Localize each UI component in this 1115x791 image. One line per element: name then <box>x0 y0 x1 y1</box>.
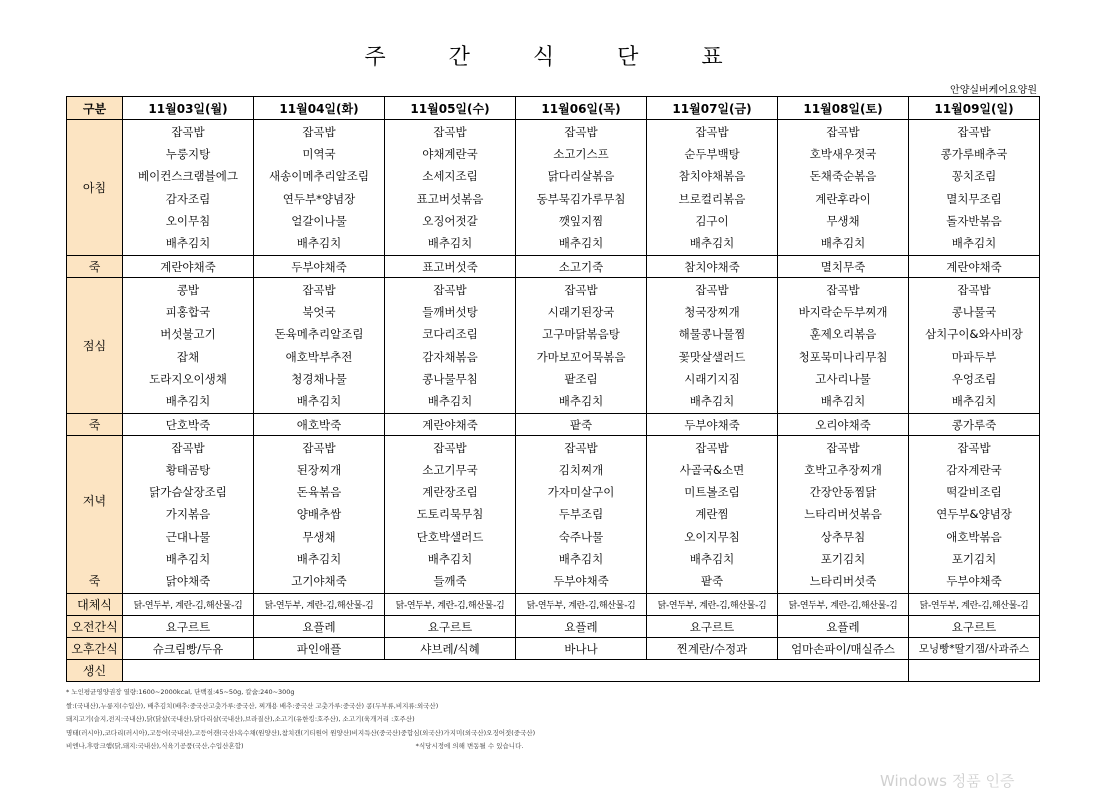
birthday-label: 생신 <box>67 660 123 682</box>
lunch-item: 잡곡밥 <box>826 282 860 297</box>
note-line: 명태(러시아),코다리(러시아),고등어(국내산),고등어캔(국산)옥수채(원양산),참치캔(기티원어 원양산)비지득산(중국산)중합심(외국산)가지미(외국산)오징어젓(중국산) <box>66 728 536 737</box>
breakfast-juk-cell: 소고기죽 <box>516 256 647 278</box>
breakfast-item: 배추김치 <box>427 235 473 250</box>
dinner-cell <box>778 436 909 594</box>
dinner-item: 잡곡밥 <box>433 440 467 455</box>
lunch-item: 도라지오이생채 <box>149 371 227 386</box>
pm-snack-label: 오후간식 <box>67 638 123 660</box>
pm-snack-cell: 슈크림빵/두유 <box>123 638 254 660</box>
am-snack-cell: 요구르트 <box>647 616 778 638</box>
breakfast-juk-row <box>67 256 1040 278</box>
lunch-cell <box>385 278 516 414</box>
lunch-juk-cell: 애호박죽 <box>254 414 385 436</box>
header-day: 11월08일(토) <box>778 97 909 120</box>
lunch-item: 청경채나물 <box>291 371 347 386</box>
breakfast-item: 감자조림 <box>165 191 211 206</box>
breakfast-item: 소세지조림 <box>422 169 478 184</box>
dinner-item: 된장찌개 <box>296 463 342 478</box>
dinner-item: 잡곡밥 <box>826 440 860 455</box>
dinner-item: 떡갈비조림 <box>946 485 1002 500</box>
dinner-cell <box>647 436 778 594</box>
dinner-item: 느타리버섯볶음 <box>804 507 882 522</box>
am-snack-row <box>67 616 1040 638</box>
breakfast-item: 잡곡밥 <box>564 124 598 139</box>
breakfast-item: 꽁치조림 <box>951 169 997 184</box>
breakfast-item: 배추김치 <box>165 235 211 250</box>
breakfast-cell <box>254 120 385 256</box>
lunch-cell <box>778 278 909 414</box>
lunch-cell <box>254 278 385 414</box>
header-row <box>67 97 1040 120</box>
dinner-row <box>67 436 1040 594</box>
dinner-label-cell <box>67 436 123 594</box>
lunch-cell <box>123 278 254 414</box>
breakfast-item: 브로컬리볶음 <box>678 191 746 206</box>
lunch-juk-label: 죽 <box>67 414 123 436</box>
dinner-item: 포기김치 <box>820 551 866 566</box>
breakfast-juk-cell: 계란야채죽 <box>123 256 254 278</box>
dinner-item: 소고기무국 <box>422 463 478 478</box>
breakfast-item: 오이무침 <box>165 213 211 228</box>
lunch-juk-cell: 오리야채죽 <box>778 414 909 436</box>
dinner-cell <box>385 436 516 594</box>
lunch-item: 가마보꼬어묵볶음 <box>536 349 626 364</box>
breakfast-item: 배추김치 <box>951 235 997 250</box>
breakfast-juk-label: 죽 <box>67 256 123 278</box>
dinner-item: 배추김치 <box>558 551 604 566</box>
lunch-label: 점심 <box>67 278 123 414</box>
lunch-item: 잡곡밥 <box>564 282 598 297</box>
lunch-item: 배추김치 <box>165 393 211 408</box>
dinner-item: 두부야채죽 <box>946 573 1002 588</box>
lunch-item: 배추김치 <box>951 393 997 408</box>
birthday-cell-sunday <box>909 660 1040 682</box>
lunch-item: 피홍합국 <box>165 305 211 320</box>
am-snack-cell: 요플레 <box>516 616 647 638</box>
organization-name: 안양실버케어요양원 <box>950 85 1037 96</box>
birthday-row <box>67 660 1040 682</box>
breakfast-item: 순두부백탕 <box>684 147 740 162</box>
breakfast-juk-cell: 멸치무죽 <box>778 256 909 278</box>
lunch-item: 배추김치 <box>427 393 473 408</box>
dinner-item: 근대나물 <box>165 529 211 544</box>
pm-snack-cell: 모닝빵*딸기잼/사과쥬스 <box>909 638 1040 660</box>
substitute-cell: 닭-연두부, 계란-김,해산물-김 <box>647 594 778 616</box>
lunch-item: 잡곡밥 <box>302 282 336 297</box>
substitute-cell: 닭-연두부, 계란-김,해산물-김 <box>516 594 647 616</box>
am-snack-cell: 요구르트 <box>123 616 254 638</box>
dinner-item: 들깨죽 <box>433 573 467 588</box>
substitute-cell: 닭-연두부, 계란-김,해산물-김 <box>385 594 516 616</box>
breakfast-item: 콩가루배추국 <box>940 147 1008 162</box>
lunch-item: 배추김치 <box>296 393 342 408</box>
lunch-item: 배추김치 <box>689 393 735 408</box>
dinner-item: 배추김치 <box>427 551 473 566</box>
lunch-item: 버섯불고기 <box>160 327 216 342</box>
lunch-juk-row <box>67 414 1040 436</box>
pm-snack-cell: 파인애플 <box>254 638 385 660</box>
page-title: 주 간 식 단 표 <box>364 45 751 70</box>
lunch-item: 배추김치 <box>820 393 866 408</box>
dinner-cell <box>516 436 647 594</box>
dinner-item: 숙주나물 <box>558 529 604 544</box>
lunch-item: 애호박부추전 <box>285 349 353 364</box>
dinner-item: 배추김치 <box>689 551 735 566</box>
lunch-item: 청포묵미나리무침 <box>798 349 888 364</box>
breakfast-label: 아침 <box>67 120 123 256</box>
breakfast-item: 배추김치 <box>558 235 604 250</box>
substitute-cell: 닭-연두부, 계란-김,해산물-김 <box>123 594 254 616</box>
am-snack-label: 오전간식 <box>67 616 123 638</box>
am-snack-cell: 요플레 <box>778 616 909 638</box>
dinner-item: 양배추쌈 <box>296 507 342 522</box>
breakfast-item: 얼갈이나물 <box>291 213 347 228</box>
lunch-cell <box>909 278 1040 414</box>
dinner-item: 오이지무침 <box>684 529 740 544</box>
substitute-label: 대체식 <box>67 594 123 616</box>
lunch-item: 코다리조림 <box>422 327 478 342</box>
lunch-item: 삼치구이&와사비장 <box>925 327 1023 342</box>
dinner-item: 김치찌개 <box>558 463 604 478</box>
lunch-item: 돈육메추리알조림 <box>274 327 364 342</box>
dinner-item: 잡곡밥 <box>171 440 205 455</box>
breakfast-item: 연두부*양념장 <box>282 191 356 206</box>
header-day: 11월05일(수) <box>385 97 516 120</box>
dinner-item: 연두부&양념장 <box>936 507 1012 522</box>
lunch-item: 훈제오리볶음 <box>809 327 877 342</box>
substitute-cell: 닭-연두부, 계란-김,해산물-김 <box>254 594 385 616</box>
breakfast-item: 계란후라이 <box>815 191 871 206</box>
lunch-juk-cell: 두부야채죽 <box>647 414 778 436</box>
breakfast-item: 잡곡밥 <box>695 124 729 139</box>
dinner-cell <box>254 436 385 594</box>
lunch-item: 잡곡밥 <box>433 282 467 297</box>
breakfast-item: 잡곡밥 <box>957 124 991 139</box>
header-day: 11월09일(일) <box>909 97 1040 120</box>
breakfast-item: 배추김치 <box>296 235 342 250</box>
breakfast-item: 잡곡밥 <box>302 124 336 139</box>
dinner-item: 가자미살구이 <box>547 485 615 500</box>
dinner-item: 팥죽 <box>700 573 724 588</box>
breakfast-cell <box>516 120 647 256</box>
breakfast-item: 오징어젓갈 <box>422 213 478 228</box>
lunch-item: 감자채볶음 <box>422 349 478 364</box>
breakfast-item: 깻잎지찜 <box>558 213 604 228</box>
breakfast-cell <box>123 120 254 256</box>
dinner-item: 사골국&소면 <box>679 463 745 478</box>
am-snack-cell: 요플레 <box>254 616 385 638</box>
note-line <box>66 740 1046 754</box>
lunch-item: 마파두부 <box>951 349 997 364</box>
dinner-item: 고기야채죽 <box>291 573 347 588</box>
dinner-item: 잡곡밥 <box>302 440 336 455</box>
pm-snack-cell: 바나나 <box>516 638 647 660</box>
dinner-item: 도토리묵무침 <box>416 507 484 522</box>
am-snack-cell: 요구르트 <box>909 616 1040 638</box>
breakfast-item: 동부묵김가루무침 <box>536 191 626 206</box>
dinner-item: 황태곰탕 <box>165 463 211 478</box>
breakfast-juk-cell: 참치야채죽 <box>647 256 778 278</box>
lunch-item: 팥조림 <box>564 371 598 386</box>
breakfast-row <box>67 120 1040 256</box>
lunch-item: 우엉조림 <box>951 371 997 386</box>
dinner-item: 미트볼조림 <box>684 485 740 500</box>
pm-snack-row <box>67 638 1040 660</box>
dinner-juk-label: 죽 <box>88 574 101 588</box>
breakfast-item: 호박새우젓국 <box>809 147 877 162</box>
breakfast-item: 잡곡밥 <box>826 124 860 139</box>
pm-snack-cell: 찐계란/수정과 <box>647 638 778 660</box>
breakfast-item: 잡곡밥 <box>433 124 467 139</box>
header-day: 11월06일(목) <box>516 97 647 120</box>
dinner-item: 단호박샐러드 <box>416 529 484 544</box>
note-line: 돼지고기(슬지,전지:국내산),닭(닭살(국내산),닭다리살(국내산),브라질산),소고기(유한킹:호주산), 소고기(육개거리 :호주산) <box>66 715 415 723</box>
lunch-item: 해물콩나물찜 <box>678 327 746 342</box>
lunch-item: 콩나물국 <box>951 305 997 320</box>
birthday-cell <box>123 660 909 682</box>
lunch-item: 들깨버섯탕 <box>422 305 478 320</box>
dinner-item: 배추김치 <box>165 551 211 566</box>
dinner-item: 닭야채죽 <box>165 573 211 588</box>
breakfast-cell <box>909 120 1040 256</box>
header-day: 11월04일(화) <box>254 97 385 120</box>
header-day: 11월07일(금) <box>647 97 778 120</box>
lunch-item: 콩밥 <box>176 282 200 297</box>
activation-watermark: Windows 정품 인증 <box>880 772 1015 790</box>
pm-snack-cell: 엄마손파이/매실쥬스 <box>778 638 909 660</box>
breakfast-cell <box>647 120 778 256</box>
breakfast-item: 새송이메추리알조림 <box>269 169 369 184</box>
breakfast-item: 돈채죽순볶음 <box>809 169 877 184</box>
lunch-item: 콩나물무침 <box>422 371 478 386</box>
breakfast-cell <box>778 120 909 256</box>
lunch-item: 바지락순두부찌개 <box>798 305 888 320</box>
lunch-juk-cell: 팥죽 <box>516 414 647 436</box>
lunch-item: 북엇국 <box>302 305 336 320</box>
weekly-menu-table <box>66 96 1040 682</box>
pm-snack-cell: 샤브레/식혜 <box>385 638 516 660</box>
dinner-item: 간장안동찜닭 <box>809 485 877 500</box>
dinner-item: 잡곡밥 <box>957 440 991 455</box>
breakfast-item: 참치야채볶음 <box>678 169 746 184</box>
breakfast-item: 무생채 <box>826 213 860 228</box>
breakfast-item: 누룽지탕 <box>165 147 211 162</box>
header-gubun: 구분 <box>67 97 123 120</box>
lunch-juk-cell: 계란야채죽 <box>385 414 516 436</box>
note-line: 쌀:(국내산),누룽지(수입산), 배추김치(배추:중국산고춧가루:중국산, 찌개용 배추:중국산 고춧가루:중국산) 콩(두부류,비지류:외국산) <box>66 701 439 710</box>
dinner-item: 가지볶음 <box>165 507 211 522</box>
dinner-item: 두부야채죽 <box>553 573 609 588</box>
dinner-label: 저녁 <box>82 494 107 508</box>
dinner-item: 포기김치 <box>951 551 997 566</box>
dinner-item: 상추무침 <box>820 529 866 544</box>
breakfast-item: 미역국 <box>302 147 336 162</box>
breakfast-cell <box>385 120 516 256</box>
breakfast-item: 표고버섯볶음 <box>416 191 484 206</box>
lunch-item: 꽃맛살샐러드 <box>678 349 746 364</box>
lunch-cell <box>516 278 647 414</box>
dinner-item: 애호박볶음 <box>946 529 1002 544</box>
note-line: * 노인평균영양권장 열량:1600~2000kcal, 단백질:45~50g, 칼슘:240~300g <box>66 688 295 696</box>
dinner-item: 닭가슴살장조림 <box>149 485 227 500</box>
dinner-item: 두부조림 <box>558 507 604 522</box>
header-day: 11월03일(월) <box>123 97 254 120</box>
breakfast-item: 배추김치 <box>689 235 735 250</box>
breakfast-item: 소고기스프 <box>553 147 609 162</box>
breakfast-item: 야채계란국 <box>422 147 478 162</box>
dinner-item: 감자계란국 <box>946 463 1002 478</box>
lunch-item: 시래기지짐 <box>684 371 740 386</box>
breakfast-juk-cell: 계란야채죽 <box>909 256 1040 278</box>
substitute-cell: 닭-연두부, 계란-김,해산물-김 <box>778 594 909 616</box>
dinner-item: 계란찜 <box>695 507 729 522</box>
breakfast-item: 닭다리살볶음 <box>547 169 615 184</box>
dinner-item: 잡곡밥 <box>564 440 598 455</box>
lunch-item: 청국장찌개 <box>684 305 740 320</box>
lunch-item: 시래기된장국 <box>547 305 615 320</box>
dinner-item: 호박고추장찌개 <box>804 463 882 478</box>
dinner-item: 돈육볶음 <box>296 485 342 500</box>
lunch-item: 고사리나물 <box>815 371 871 386</box>
lunch-item: 잡곡밥 <box>695 282 729 297</box>
lunch-item: 잡채 <box>176 349 200 364</box>
lunch-item: 배추김치 <box>558 393 604 408</box>
breakfast-juk-cell: 두부야채죽 <box>254 256 385 278</box>
breakfast-item: 잡곡밥 <box>171 124 205 139</box>
breakfast-item: 김구이 <box>695 213 729 228</box>
note-change-notice: *식당시정에 의해 변동될 수 있습니다. <box>415 742 524 750</box>
dinner-cell <box>123 436 254 594</box>
dinner-item: 무생채 <box>302 529 336 544</box>
substitute-row <box>67 594 1040 616</box>
substitute-cell: 닭-연두부, 계란-김,해산물-김 <box>909 594 1040 616</box>
notes <box>66 686 1046 754</box>
breakfast-item: 멸치무조림 <box>946 191 1002 206</box>
lunch-cell <box>647 278 778 414</box>
dinner-item: 계란장조림 <box>422 485 478 500</box>
lunch-row <box>67 278 1040 414</box>
lunch-juk-cell: 단호박죽 <box>123 414 254 436</box>
lunch-item: 잡곡밥 <box>957 282 991 297</box>
note-origin: 비엔나,후랑크햄(닭,돼지:국내산),식육기공품(국산,수입산혼합) <box>66 742 244 750</box>
breakfast-item: 배추김치 <box>820 235 866 250</box>
lunch-juk-cell: 콩가루죽 <box>909 414 1040 436</box>
breakfast-item: 베이컨스크램블에그 <box>138 169 238 184</box>
lunch-item: 고구마닭볶음탕 <box>542 327 620 342</box>
breakfast-item: 돌자반볶음 <box>946 213 1002 228</box>
am-snack-cell: 요구르트 <box>385 616 516 638</box>
dinner-item: 느타리버섯죽 <box>809 573 877 588</box>
breakfast-juk-cell: 표고버섯죽 <box>385 256 516 278</box>
dinner-item: 배추김치 <box>296 551 342 566</box>
dinner-item: 잡곡밥 <box>695 440 729 455</box>
dinner-cell <box>909 436 1040 594</box>
